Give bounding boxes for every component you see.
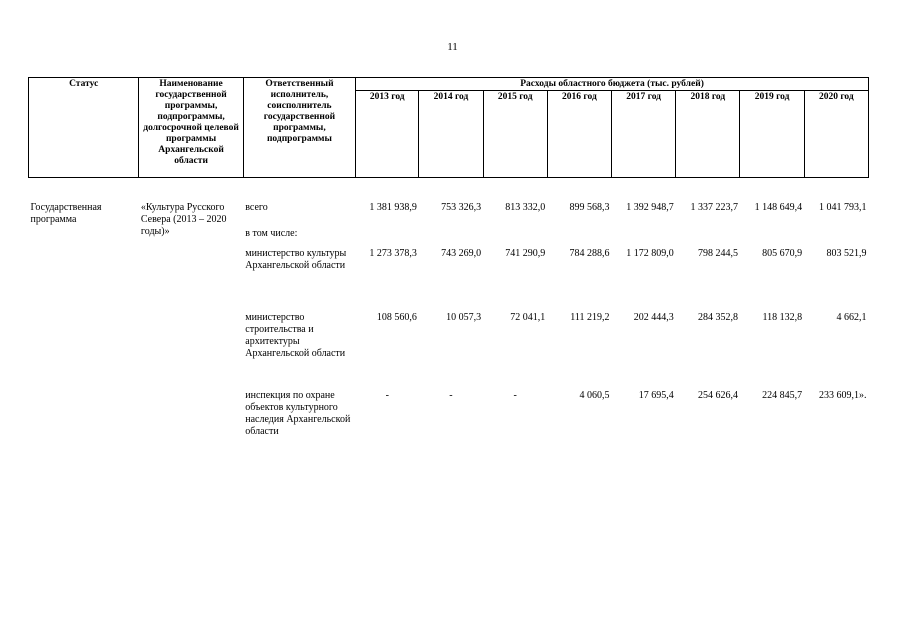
value-cell: 10 057,3 [446,312,482,323]
header-year: 2020 год [804,91,868,178]
value-cell: 233 609,1». [819,390,867,401]
value-cell: 803 521,9 [826,248,867,259]
header-status: Статус [29,78,139,178]
executor-cell: всего [245,202,268,213]
table-row [29,200,869,228]
value-cell: 108 560,6 [376,312,417,323]
value-cell: 1 337 223,7 [690,202,738,213]
header-year: 2018 год [676,91,740,178]
value-cell: 111 219,2 [570,312,610,323]
value-cell [483,228,547,248]
value-cell: 4 060,5 [579,390,610,401]
header-expenses: Расходы областного бюджета (тыс. рублей) [356,78,869,91]
executor-cell: министерство строительства и архитектуры Архангельской области [245,312,346,359]
value-cell: 254 626,4 [697,390,738,401]
value-cell: - [513,390,517,401]
executor-cell: в том числе: [245,228,298,239]
value-cell: 1 148 649,4 [754,202,803,213]
header-year: 2015 год [483,91,547,178]
value-cell: 743 269,0 [441,248,482,259]
value-cell: 224 845,7 [762,390,803,401]
value-cell: 202 444,3 [633,312,674,323]
value-cell: 118 132,8 [762,312,803,323]
value-cell [356,228,419,248]
value-cell: 798 244,5 [697,248,738,259]
value-cell: 784 288,6 [569,248,610,259]
status-cell: Государственная программа [30,202,102,225]
value-cell: 899 568,3 [569,202,610,213]
value-cell: 4 662,1 [836,312,867,323]
value-cell [547,228,611,248]
value-cell: 1 381 938,9 [369,202,417,213]
value-cell [804,228,868,248]
header-year: 2013 год [356,91,419,178]
value-cell: 1 273 378,3 [369,248,417,259]
budget-table [28,77,869,480]
value-cell: 753 326,3 [441,202,482,213]
value-cell: 17 695,4 [638,390,674,401]
value-cell: 72 041,1 [510,312,546,323]
value-cell: 813 332,0 [505,202,546,213]
header-year: 2014 год [419,91,483,178]
value-cell [612,228,676,248]
value-cell: - [385,390,389,401]
header-year: 2017 год [612,91,676,178]
value-cell [419,228,483,248]
executor-cell: инспекция по охране объектов культурного наследия Архангельской области [245,390,351,437]
value-cell: 741 290,9 [505,248,546,259]
value-cell: 805 670,9 [762,248,803,259]
header-year: 2016 год [547,91,611,178]
page-number: 11 [447,41,458,53]
value-cell [676,228,740,248]
header-year: 2019 год [740,91,804,178]
value-cell: - [449,390,453,401]
value-cell: 1 392 948,7 [626,202,674,213]
value-cell: 1 041 793,1 [819,202,867,213]
value-cell: 1 172 809,0 [626,248,674,259]
header-program-name: Наименование государственной программы, подпрограммы, долгосрочной целевой программы Архангельской области [139,78,243,178]
value-cell: 284 352,8 [697,312,738,323]
value-cell [740,228,804,248]
executor-cell: министерство культуры Архангельской области [245,248,347,271]
program-name-cell: «Культура Русского Севера (2013 – 2020 годы)» [140,202,227,237]
header-row [29,78,869,91]
header-executor: Ответственный исполнитель, соисполнитель государственной программы, подпрограммы [243,78,355,178]
